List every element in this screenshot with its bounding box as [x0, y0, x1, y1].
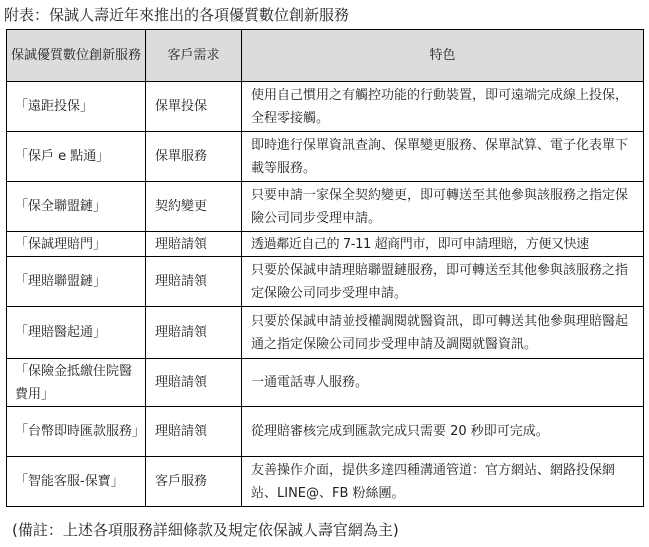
header-need: 客戶需求: [146, 30, 242, 82]
service-name: 「保險金抵繳住院醫費用」: [7, 359, 146, 407]
feature-text: 即時進行保單資訊查詢、保單變更服務、保單試算、電子化表單下載等服務。: [242, 132, 644, 182]
service-name: 「保全聯盟鏈」: [7, 182, 146, 232]
feature-text: 友善操作介面，提供多達四種溝通管道：官方網站、網路投保網站、LINE@、FB 粉絲團。: [242, 457, 644, 507]
table-row: [7, 132, 644, 182]
service-name: 「遠距投保」: [7, 82, 146, 132]
header-feature: 特色: [242, 30, 644, 82]
feature-text: 透過鄰近自己的 7-11 超商門市，即可申請理賠，方便又快速: [242, 232, 644, 257]
customer-need: 理賠請領: [146, 407, 242, 457]
table-row: [7, 359, 644, 407]
feature-text: 一通電話專人服務。: [242, 359, 644, 407]
customer-need: 理賠請領: [146, 307, 242, 359]
table-caption: 附表：保誠人壽近年來推出的各項優質數位創新服務: [4, 6, 350, 24]
table-row: [7, 82, 644, 132]
table-row: [7, 407, 644, 457]
service-name: 「智能客服-保寶」: [7, 457, 146, 507]
service-name: 「保戶 e 點通」: [7, 132, 146, 182]
feature-text: 從理賠審核完成到匯款完成只需要 20 秒即可完成。: [242, 407, 644, 457]
services-table: [6, 29, 644, 507]
customer-need: 客戶服務: [146, 457, 242, 507]
header-service: 保誠優質數位創新服務: [7, 30, 146, 82]
feature-text: 只要於保誠申請並授權調閱就醫資訊，即可轉送其他參與理賠醫起通之指定保險公司同步受理申請及調閱就醫資訊。: [242, 307, 644, 359]
customer-need: 契約變更: [146, 182, 242, 232]
feature-text: 只要於保誠申請理賠聯盟鏈服務，即可轉送至其他參與該服務之指定保險公司同步受理申請。: [242, 257, 644, 307]
feature-text: 使用自己慣用之有觸控功能的行動裝置，即可遠端完成線上投保，全程零接觸。: [242, 82, 644, 132]
header-row: [7, 30, 644, 82]
footnote: (備註：上述各項服務詳細條款及規定依保誠人壽官網為主): [12, 521, 399, 539]
table-row: [7, 307, 644, 359]
table-row: [7, 182, 644, 232]
customer-need: 保單服務: [146, 132, 242, 182]
feature-text: 只要申請一家保全契約變更，即可轉送至其他參與該服務之指定保險公司同步受理申請。: [242, 182, 644, 232]
service-name: 「台幣即時匯款服務」: [7, 407, 146, 457]
service-name: 「理賠醫起通」: [7, 307, 146, 359]
table-row: [7, 257, 644, 307]
table-row: [7, 232, 644, 257]
customer-need: 保單投保: [146, 82, 242, 132]
table-row: [7, 457, 644, 507]
customer-need: 理賠請領: [146, 359, 242, 407]
customer-need: 理賠請領: [146, 232, 242, 257]
service-name: 「保誠理賠門」: [7, 232, 146, 257]
customer-need: 理賠請領: [146, 257, 242, 307]
service-name: 「理賠聯盟鏈」: [7, 257, 146, 307]
